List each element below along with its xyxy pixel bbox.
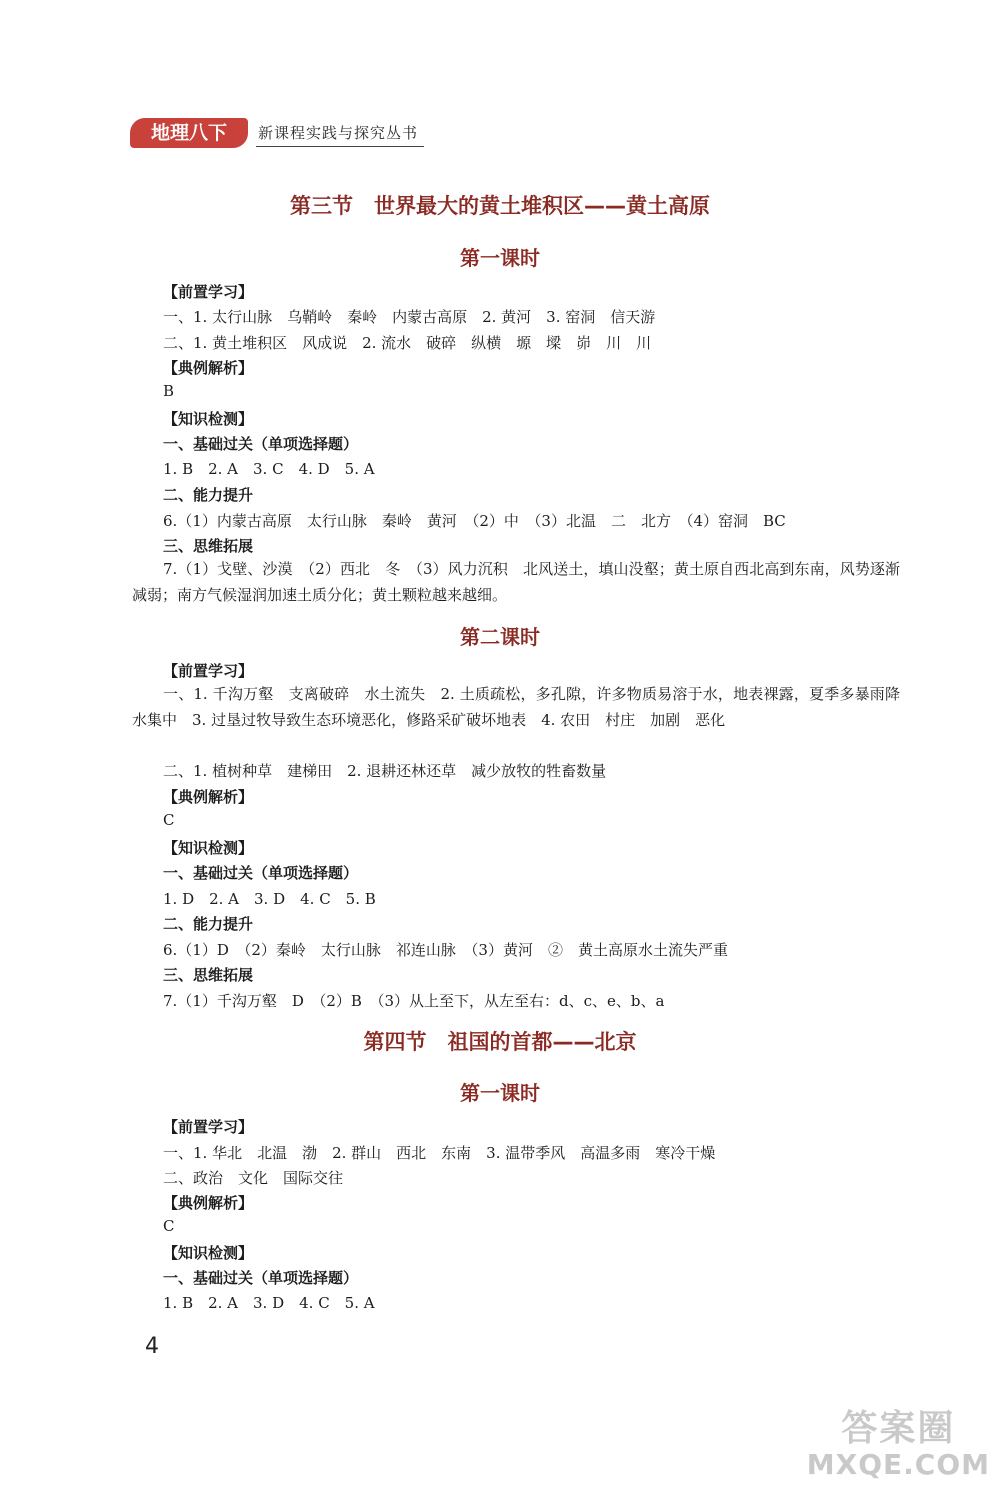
series-title: 新课程实践与探究丛书 — [258, 124, 419, 142]
sec4-lesson-1-title: 第一课时 — [460, 1081, 540, 1105]
watermark-line-2: MXQE.COM — [806, 1448, 990, 1481]
sec3-lesson-2-title: 第二课时 — [460, 625, 540, 649]
sec3-lesson-1-title: 第一课时 — [460, 246, 540, 270]
sec3-l1-basic-answers: 1. B 2. A 3. C 4. D 5. A — [163, 460, 375, 478]
sec3-l1-example-heading: 【典例解析】 — [163, 359, 254, 377]
sec3-l1-basic-heading: 一、基础过关（单项选择题） — [163, 435, 359, 453]
page-number: 4 — [145, 1334, 159, 1359]
sec3-l1-ability-heading: 二、能力提升 — [163, 486, 254, 504]
sec3-l2-ability-heading: 二、能力提升 — [163, 915, 254, 933]
header-underline — [256, 146, 424, 147]
sec3-l2-basic-heading: 一、基础过关（单项选择题） — [163, 864, 359, 882]
sec4-l1-pre-1: 一、1. 华北 北温 渤 2. 群山 西北 东南 3. 温带季风 高温多雨 寒冷干燥 — [163, 1144, 716, 1162]
sec3-l1-pre-heading: 【前置学习】 — [163, 283, 254, 301]
sec3-l2-example-heading: 【典例解析】 — [163, 788, 254, 806]
watermark-line-1: 答案圈 — [841, 1408, 956, 1449]
section-4-title: 第四节 祖国的首都——北京 — [363, 1030, 637, 1054]
section-3-title: 第三节 世界最大的黄土堆积区——黄土高原 — [290, 194, 710, 218]
sec3-l2-thinking-heading: 三、思维拓展 — [163, 966, 254, 984]
sec3-l2-pre-2: 二、1. 植树种草 建梯田 2. 退耕还林还草 减少放牧的牲畜数量 — [163, 762, 607, 780]
sec3-l1-example-answer: B — [163, 382, 175, 400]
sec3-l2-pre-1: 一、1. 千沟万壑 支离破碎 水土流失 2. 土质疏松，多孔隙，许多物质易溶于水，地表裸露，夏季多暴雨降水集中 3. 过垦过牧导致生态环境恶化，修路采矿破坏地表 4. 农田 村庄 加剧 恶化 — [132, 685, 900, 729]
sec4-l1-basic-heading: 一、基础过关（单项选择题） — [163, 1269, 359, 1287]
sec3-l2-check-heading: 【知识检测】 — [163, 839, 254, 857]
sec3-l1-ability-answers: 6.（1）内蒙古高原 太行山脉 秦岭 黄河 （2）中 （3）北温 二 北方 （4）窑洞 BC — [163, 512, 786, 530]
sec3-l1-pre-2: 二、1. 黄土堆积区 风成说 2. 流水 破碎 纵横 塬 墚 峁 川 川 — [163, 334, 652, 352]
sec3-l1-thinking-answers: 7.（1）戈壁、沙漠 （2）西北 冬 （3）风力沉积 北风送土，填山没壑；黄土原自西北高到东南，风势逐渐减弱；南方气候湿润加速土质分化；黄土颗粒越来越细。 — [132, 560, 900, 604]
sec4-l1-pre-heading: 【前置学习】 — [163, 1118, 254, 1136]
sec3-l2-basic-answers: 1. D 2. A 3. D 4. C 5. B — [163, 890, 376, 908]
sec3-l1-thinking-heading: 三、思维拓展 — [163, 537, 254, 555]
sec4-l1-check-heading: 【知识检测】 — [163, 1244, 254, 1262]
sec4-l1-basic-answers: 1. B 2. A 3. D 4. C 5. A — [163, 1294, 375, 1312]
sec4-l1-example-heading: 【典例解析】 — [163, 1194, 254, 1212]
sec3-l1-pre-1: 一、1. 太行山脉 乌鞘岭 秦岭 内蒙古高原 2. 黄河 3. 窑洞 信天游 — [163, 308, 656, 326]
sec3-l2-example-answer: C — [163, 811, 175, 829]
sec3-l2-pre-heading: 【前置学习】 — [163, 662, 254, 680]
sec4-l1-pre-2: 二、政治 文化 国际交往 — [163, 1169, 344, 1187]
sec4-l1-example-answer: C — [163, 1217, 175, 1235]
subject-badge — [130, 118, 248, 148]
sec3-l2-ability-answers: 6.（1）D （2）秦岭 太行山脉 祁连山脉 （3）黄河 ② 黄土高原水土流失严重 — [163, 941, 728, 959]
watermark-logo — [807, 1409, 990, 1481]
subject-badge-label: 地理八下 — [150, 122, 227, 144]
sec3-l2-thinking-answers: 7.（1）千沟万壑 D （2）B （3）从上至下，从左至右：d、c、e、b、a — [163, 992, 665, 1010]
sec3-l1-check-heading: 【知识检测】 — [163, 410, 254, 428]
